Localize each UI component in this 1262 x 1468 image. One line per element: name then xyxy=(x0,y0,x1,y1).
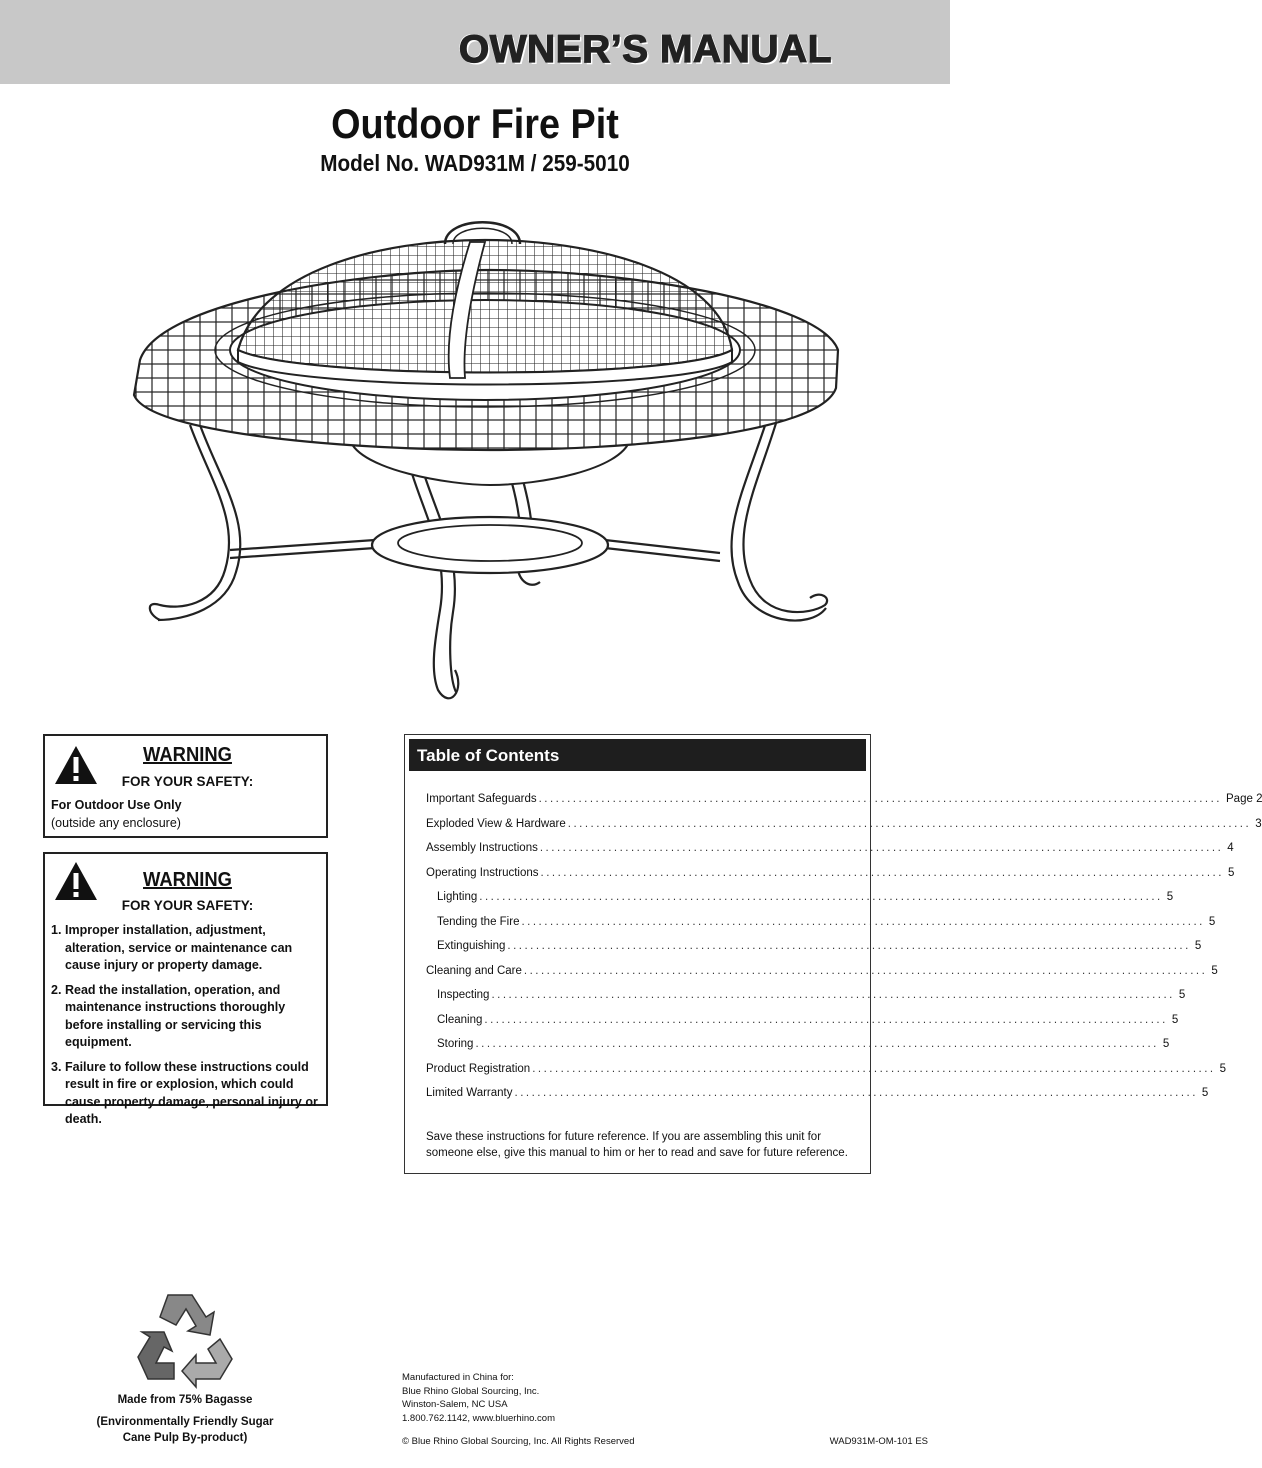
eco-line-3: Cane Pulp By-product) xyxy=(122,1432,248,1444)
toc-leader-dots: ........................................................................................................................ xyxy=(539,842,1224,854)
warning-item: 3. Failure to follow these instructions could result in fire or explosion, which could cause property damage, personal injury or death. xyxy=(51,1059,318,1126)
copyright: © Blue Rhino Global Sourcing, Inc. All Rights Reserved xyxy=(402,1436,635,1447)
toc-leader-dots: ........................................................................................................................ xyxy=(475,1038,1159,1050)
toc-entry-page: 3 xyxy=(1255,817,1262,830)
toc-entry-page: 5 xyxy=(1194,940,1202,952)
fire-pit-illustration xyxy=(120,210,840,715)
toc-entry-page: Page 2 xyxy=(1226,793,1262,805)
eco-line-1: Made from 75% Bagasse xyxy=(117,1394,253,1406)
toc-entry xyxy=(426,791,1262,807)
document-code: WAD931M-OM-101 ES xyxy=(829,1436,928,1447)
toc-entry xyxy=(437,987,1186,1003)
product-title: Outdoor Fire Pit xyxy=(331,100,619,147)
toc-leader-dots: ........................................................................................................................ xyxy=(540,866,1224,879)
toc-entry-label: Operating Instructions xyxy=(426,866,539,879)
toc-title: Table of Contents xyxy=(417,746,560,765)
toc-leader-dots: ........................................................................................................................ xyxy=(491,989,1175,1001)
toc-entry-page: 5 xyxy=(1201,1087,1209,1099)
toc-entry-label: Product Registration xyxy=(426,1062,531,1075)
toc-entry-label: Storing xyxy=(437,1038,474,1050)
toc-entry xyxy=(426,865,1235,881)
manufacturer-line: 1.800.762.1142, www.bluerhino.com xyxy=(402,1412,555,1424)
manufacturer-line: Manufactured in China for: xyxy=(402,1372,514,1383)
toc-entry xyxy=(426,1085,1209,1101)
toc-entry-label: Lighting xyxy=(437,891,478,903)
manufacturer-line: Blue Rhino Global Sourcing, Inc. xyxy=(402,1385,540,1397)
toc-note: Save these instructions for future reference. If you are assembling this unit for someone else, give this manual to him or her to read and save for future reference. xyxy=(426,1131,848,1159)
warning-title: WARNING xyxy=(143,744,232,766)
toc-entry-label: Tending the Fire xyxy=(437,915,520,928)
manufacturer-line: Winston-Salem, NC USA xyxy=(402,1399,508,1410)
model-number: Model No. WAD931M / 259-5010 xyxy=(320,150,630,176)
warning-box-safety xyxy=(43,852,328,1126)
warning-item: 2. Read the installation, operation, and maintenance instructions thoroughly before installing or servicing this equipment. xyxy=(51,982,286,1049)
toc-entry xyxy=(426,840,1234,856)
toc-entry-page: 5 xyxy=(1166,891,1174,903)
toc-entry-page: 5 xyxy=(1171,1013,1179,1026)
toc-entry xyxy=(437,1036,1170,1052)
toc-entry-page: 5 xyxy=(1227,866,1235,879)
toc-leader-dots: ........................................................................................................................ xyxy=(523,964,1208,977)
recycle-icon xyxy=(130,1287,240,1387)
toc-entry-label: Important Safeguards xyxy=(426,793,537,805)
warning-subtitle: FOR YOUR SAFETY: xyxy=(121,898,254,913)
toc-leader-dots: ........................................................................................................................ xyxy=(521,915,1205,928)
toc-entry xyxy=(426,963,1218,979)
toc-entry-page: 5 xyxy=(1162,1038,1170,1050)
toc-entry-page: 5 xyxy=(1219,1062,1227,1075)
warning-line-1: For Outdoor Use Only xyxy=(51,798,182,812)
toc-leader-dots: ........................................................................................................................ xyxy=(567,817,1252,830)
toc-entry-page: 5 xyxy=(1211,964,1218,977)
toc-leader-dots: ........................................................................................................................ xyxy=(479,891,1163,903)
toc-entry xyxy=(437,938,1202,954)
warning-triangle-icon xyxy=(53,860,99,902)
toc-leader-dots: ........................................................................................................................ xyxy=(514,1087,1198,1099)
toc-entry-label: Inspecting xyxy=(437,989,490,1001)
toc-entry-label: Cleaning xyxy=(437,1013,483,1026)
toc-leader-dots: ........................................................................................................................ xyxy=(484,1013,1168,1026)
toc-entry xyxy=(437,889,1174,905)
toc-entry-label: Cleaning and Care xyxy=(426,964,522,977)
eco-line-2: (Environmentally Friendly Sugar xyxy=(96,1416,274,1428)
warning-list xyxy=(51,922,323,1136)
toc-leader-dots: ........................................................................................................................ xyxy=(538,793,1223,805)
toc-header xyxy=(409,739,866,771)
toc-entry-page: 5 xyxy=(1208,915,1216,928)
table-of-contents xyxy=(404,734,1262,1174)
toc-entry-label: Exploded View & Hardware xyxy=(426,817,566,830)
toc-leader-dots: ........................................................................................................................ xyxy=(507,940,1191,952)
toc-entry xyxy=(437,1012,1179,1028)
warning-subtitle: FOR YOUR SAFETY: xyxy=(121,774,254,789)
toc-entry-label: Assembly Instructions xyxy=(426,842,538,854)
manual-title: OWNER’S MANUAL xyxy=(458,28,832,71)
manufacturer-info xyxy=(402,1371,555,1425)
toc-entry xyxy=(426,816,1262,832)
toc-leader-dots: ........................................................................................................................ xyxy=(532,1062,1216,1075)
toc-entry-label: Extinguishing xyxy=(437,940,506,952)
warning-title: WARNING xyxy=(143,869,232,891)
warning-box-outdoor-use xyxy=(43,734,328,838)
toc-entry-label: Limited Warranty xyxy=(426,1087,513,1099)
toc-entry xyxy=(426,1061,1227,1077)
warning-item: 1. Improper installation, adjustment, alteration, service or maintenance can cause injury or property damage. xyxy=(51,923,293,972)
toc-entry-page: 4 xyxy=(1227,842,1234,854)
toc-entry xyxy=(437,914,1216,930)
toc-entry-page: 5 xyxy=(1178,989,1186,1001)
warning-line-2: (outside any enclosure) xyxy=(51,816,181,830)
